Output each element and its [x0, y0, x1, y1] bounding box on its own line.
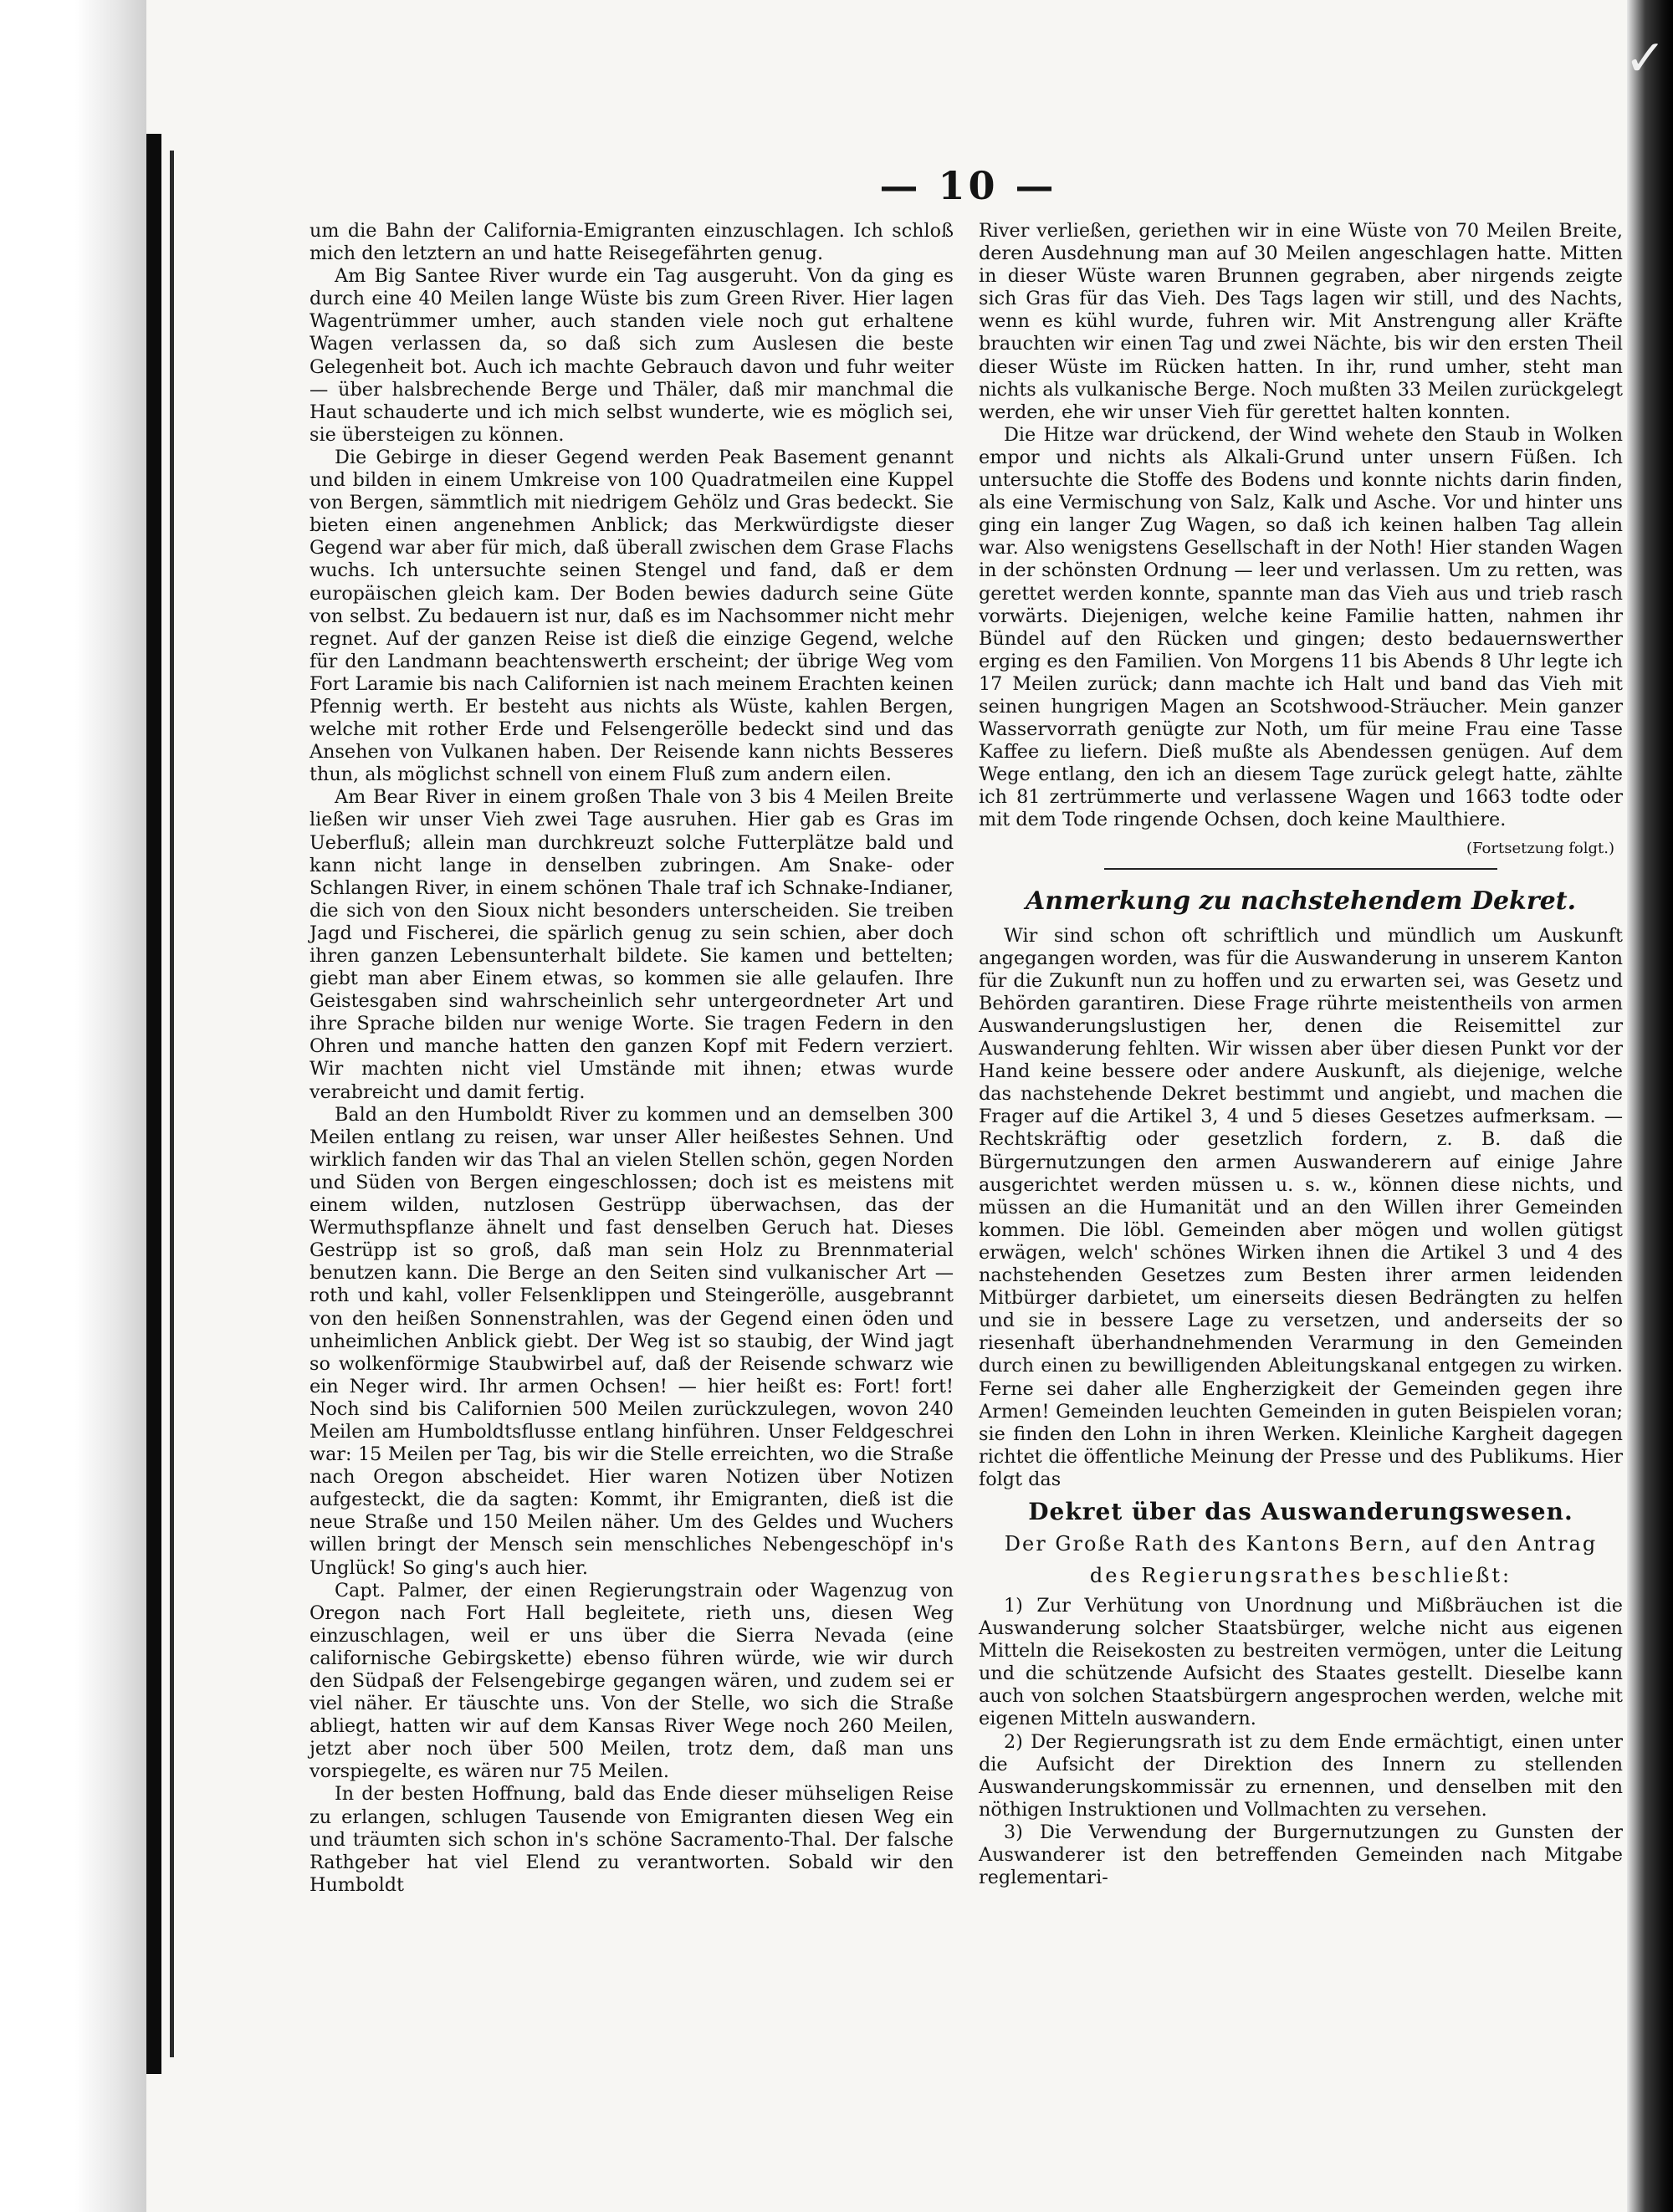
paragraph: In der besten Hoffnung, bald das Ende dieser mühseligen Reise zu erlangen, schlugen Tausende von Emigranten diesen Weg ein und träumten sich schon in's schöne Sacramento-Thal. Der falsche Rathgeber hat viel Elend zu verantworten. Sobald wir den Humboldt	[310, 1783, 954, 1896]
paragraph: Die Hitze war drückend, der Wind wehete den Staub in Wolken empor und nichts als Alkali-Grund unter unsern Füßen. Ich untersuchte die Stoffe des Bodens und konnte nichts darin finden, als eine Vermischung von Salz, Kalk und Asche. Vor und hinter uns ging ein langer Zug Wagen, so daß ich keinen halben Tag allein war. Also wenigstens Gesellschaft in der Noth! Hier standen Wagen in der schönsten Ordnung — leer und verlassen. Um zu retten, was gerettet werden konnte, spannte man das Vieh aus und trieb rasch vorwärts. Diejenigen, welche keine Familie hatten, nahmen ihr Bündel auf den Rücken und gingen; desto bedauernswerther erging es den Familien. Von Morgens 11 bis Abends 8 Uhr legte ich 17 Meilen zurück; dann machte ich Halt und band das Vieh mit seinen hungrigen Magen an Scotshwood-Sträucher. Mein ganzer Wasservorrath genügte zur Noth, um für meine Frau eine Tasse Kaffee zu liefern. Dieß mußte als Abendessen genügen. Auf dem Wege entlang, den ich an diesem Tage zurück gelegt hatte, zählte ich 81 zertrümmerte und verlassene Wagen und 1663 todte oder mit dem Tode ringende Ochsen, doch keine Maulthiere.	[979, 423, 1623, 831]
right-column	[979, 220, 1623, 1889]
scan-right-edge	[1627, 0, 1673, 2212]
newspaper-page	[310, 163, 1627, 2187]
note-heading: Anmerkung zu nachstehendem Dekret.	[1025, 886, 1577, 916]
paragraph: Am Bear River in einem großen Thale von 3 bis 4 Meilen Breite ließen wir unser Vieh zwei Tage ausruhen. Hier gab es Gras im Ueberfluß; allein man durchkreuzt solche Futterplätze bald und kann nicht lange in denselben zubringen. Am Snake- oder Schlangen River, in einem schönen Thale traf ich Schnake-Indianer, die sich von den Sioux nicht besonders unterscheiden. Sie treiben Jagd und Fischerei, die spärlich genug zu sein schien, aber doch ihren ganzen Lebensunterhalt bildete. Sie kamen und bettelten; giebt man aber Einem etwas, so kommen sie alle gelaufen. Ihre Geistesgaben sind wahrscheinlich sehr untergeordneter Art und ihre Sprache bilden nur wenige Worte. Sie tragen Federn in den Ohren und manche hatten den ganzen Kopf mit Federn verziert. Wir machten nicht viel Umstände mit ihnen; etwas wurde verabreicht und damit fertig.	[310, 786, 954, 1103]
paragraph: Die Gebirge in dieser Gegend werden Peak Basement genannt und bilden in einem Umkreise von 100 Quadratmeilen eine Kuppel von Bergen, sämmtlich mit niedrigem Gehölz und Gras bedeckt. Sie bieten einen angenehmen Anblick; das Merkwürdigste dieser Gegend war aber für mich, daß überall zwischen dem Grase Flachs wuchs. Ich untersuchte seinen Stengel und fand, daß er dem europäischen gleich kam. Der Boden bewies dadurch seine Güte von selbst. Zu bedauern ist nur, daß es im Nachsommer nicht mehr regnet. Auf der ganzen Reise ist dieß die einzige Gegend, welche für den Landmann beachtenswerth erscheint; der übrige Weg vom Fort Laramie bis nach Californien ist nach meinem Erachten keinen Pfennig werth. Er besteht aus nichts als Wüste, kahlen Bergen, welche mit rother Erde und Felsengerölle bedeckt sind und das Ansehen von Vulkanen haben. Der Reisende kann nichts Besseres thun, als möglichst schnell von einem Fluß zum andern eilen.	[310, 446, 954, 786]
book-spine-shadow	[146, 134, 161, 2074]
scan-left-margin	[0, 0, 146, 2212]
decree-intro-line-1: Der Große Rath des Kantons Bern, auf den Antrag	[1004, 1531, 1598, 1556]
paragraph: River verließen, geriethen wir in eine Wüste von 70 Meilen Breite, deren Ausdehnung man auf 30 Meilen angeschlagen hatte. Mitten in dieser Wüste waren Brunnen gegraben, aber nirgends zeigte sich Gras für das Vieh. Des Tags lagen wir still, und des Nachts, wenn es kühl wurde, fuhren wir. Mit Anstrengung aller Kräfte brauchten wir einen Tag und zwei Nächte, bis wir den ersten Theil dieser Wüste im Rücken hatten. In ihr, rund umher, steht man nichts als vulkanische Berge. Noch mußten 33 Meilen zurückgelegt werden, ehe wir unser Vieh für gerettet halten konnten.	[979, 220, 1623, 423]
continuation-note: (Fortsetzung folgt.)	[1466, 839, 1614, 857]
corner-mark-icon: ✓	[1624, 29, 1666, 88]
decree-article: 1) Zur Verhütung von Unordnung und Mißbräuchen ist die Auswanderung solcher Staatsbürger, welche nicht aus eigenen Mitteln die Reisekosten zu bestreiten vermögen, unter die Leitung und die schützende Aufsicht des Staates gestellt. Dieselbe kann auch von solchen Staatsbürgern angesprochen werden, welche mit eigenen Mitteln auswandern.	[979, 1594, 1623, 1730]
left-column	[310, 220, 954, 1897]
paragraph: um die Bahn der California-Emigranten einzuschlagen. Ich schloß mich den letztern an und hatte Reisegefährten genug.	[310, 220, 954, 265]
note-paragraph: Wir sind schon oft schriftlich und mündlich um Auskunft angegangen worden, was für die Auswanderung in unserem Kanton für die Zukunft nun zu hoffen und zu erwarten sei, was Gesetz und Behörden garantiren. Diese Frage rührte meistentheils von armen Auswanderungslustigen her, denen die Reisemittel zur Auswanderung fehlten. Wir wissen aber über diesen Punkt vor der Hand keine bessere oder andere Auskunft, als diejenige, welche das nachstehende Dekret bestimmt und angiebt, und machen die Frager auf die Artikel 3, 4 und 5 dieses Gesetzes aufmerksam. — Rechtskräftig oder gesetzlich fordern, z. B. daß die Bürgernutzungen den armen Auswanderern auf einige Jahre ausgerichtet werden müssen u. s. w., können diese nichts, und müssen an die Humanität und an den Willen ihrer Gemeinden kommen. Die löbl. Gemeinden aber mögen und wollen gütigst erwägen, welch' schönes Wirken ihnen die Artikel 3 und 4 des nachstehenden Gesetzes zum Besten ihrer armen leidenden Mitbürger darbietet, um einerseits diesen Bedrängten zu helfen und sie in bessere Lage zu versetzen, und anderseits der so riesenhaft überhandnehmenden Verarmung in den Gemeinden durch einen zu bewilligenden Ableitungskanal entgegen zu wirken. Ferne sei daher alle Engherzigkeit der Gemeinden gegen ihre Armen! Gemeinden leuchten Gemeinden in guten Beispielen voran; sie finden den Lohn in ihren Werken. Kleinliche Kargheit dagegen richtet die öffentliche Meinung der Presse und des Publikums. Hier folgt das	[979, 924, 1624, 1490]
paragraph: Am Big Santee River wurde ein Tag ausgeruht. Von da ging es durch eine 40 Meilen lange Wüste bis zum Green River. Hier lagen Wagentrümmer umher, auch standen viele noch gut erhaltene Wagen verlassen da, so daß sich zum Auslesen die beste Gelegenheit bot. Auch ich machte Gebrauch davon und fuhr weiter — über halsbrechende Berge und Thäler, daß mir manchmal die Haut schauderte und ich mich selbst wunderte, wie es möglich sei, sie übersteigen zu können.	[310, 265, 954, 446]
decree-article: 3) Die Verwendung der Burgernutzungen zu Gunsten der Auswanderer ist den betreffenden Gemeinden nach Mitgabe reglementari-	[979, 1821, 1623, 1889]
book-spine-line	[170, 151, 174, 2057]
decree-title: Dekret über das Auswanderungswesen.	[1028, 1497, 1573, 1525]
decree-intro-line-2: des Regierungsrathes beschließt:	[1089, 1563, 1512, 1587]
decree-article: 2) Der Regierungsrath ist zu dem Ende ermächtigt, einen unter die Aufsicht der Direktion des Innern zu stellenden Auswanderungskommissär zu ernennen, und denselben mit den nöthigen Instruktionen und Vollmachten zu versehen.	[979, 1730, 1623, 1821]
section-divider	[1104, 868, 1497, 870]
paragraph: Capt. Palmer, der einen Regierungstrain oder Wagenzug von Oregon nach Fort Hall begleitete, rieth uns, diesen Weg einzuschlagen, weil er uns über die Sierra Nevada (eine californische Gebirgskette) ebenso führen würde, wie wir durch den Südpaß der Felsengebirge gegangen wären, und zudem sei er viel näher. Er täuschte uns. Von der Stelle, wo sich die Straße abliegt, hatten wir auf dem Kansas River Wege noch 260 Meilen, jetzt aber noch über 500 Meilen, trotz dem, daß man uns vorspiegelte, es wären nur 75 Meilen.	[310, 1579, 954, 1783]
paragraph: Bald an den Humboldt River zu kommen und an demselben 300 Meilen entlang zu reisen, war unser Aller heißestes Sehnen. Und wirklich fanden wir das Thal an vielen Stellen schön, gegen Norden und Süden von Bergen eingeschlossen; doch ist es meistens mit einem wilden, nutzlosen Gestrüpp überwachsen, das der Wermuthspflanze ähnelt und fast denselben Geruch hat. Dieses Gestrüpp ist so groß, daß man sein Holz zu Brennmaterial benutzen kann. Die Berge an den Seiten sind vulkanischer Art — roth und kahl, voller Felsenklippen und Steingerölle, ausgebrannt von den heißen Sonnenstrahlen, was der Gegend einen öden und unheimlichen Anblick giebt. Der Weg ist so staubig, der Wind jagt so wolkenförmige Staubwirbel auf, daß der Reisende schwarz wie ein Neger wird. Ihr armen Ochsen! — hier heißt es: Fort! fort! Noch sind bis Californien 500 Meilen zurückzulegen, wovon 240 Meilen am Humboldtsflusse entlang hinführen. Unser Feldgeschrei war: 15 Meilen per Tag, bis wir die Stelle erreichten, wo die Straße nach Oregon abscheidet. Hier waren Notizen über Notizen aufgesteckt, die da sagten: Kommt, ihr Emigranten, dieß ist die neue Straße und 150 Meilen näher. Um des Geldes und Wuchers willen bringt der Mensch sein menschliches Nebengeschöpf in's Unglück! So ging's auch hier.	[310, 1103, 954, 1579]
page-number: — 10 —	[879, 163, 1057, 208]
